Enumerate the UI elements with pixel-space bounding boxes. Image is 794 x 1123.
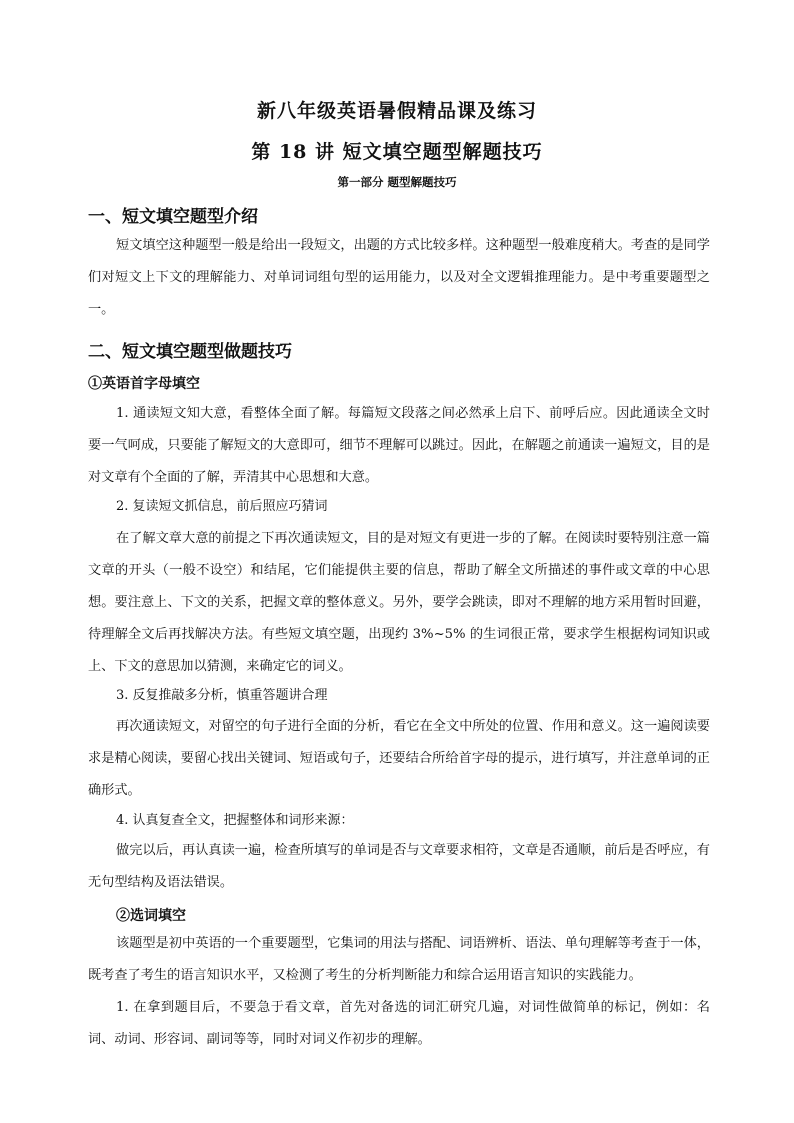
tip1-paragraph: 1. 通读短文知大意，看整体全面了解。每篇短文段落之间必然承上启下、前呼后应。因此通读全文时要一气呵成，只要能了解短文的大意即可，细节不理解可以跳过。因此，在解题之前通读一遍短文，目的是对文章有个全面的了解，弄清其中心思想和大意。 [88,406,710,485]
subsection1-heading: ①英语首字母填空 [88,376,200,392]
tip2-title: 2. 复读短文抓信息，前后照应巧猜词 [116,499,328,514]
subsection2-tip1: 1. 在拿到题目后，不要急于看文章，首先对备选的词汇研究几遍，对词性做简单的标记，例如：名词、动词、形容词、副词等等，同时对词义作初步的理解。 [88,1000,710,1047]
document-title: 新八年级英语暑假精品课及练习 [256,100,537,122]
tip3-title: 3. 反复推敲多分析，慎重答题讲合理 [116,688,328,703]
tip4-title: 4. 认真复查全文，把握整体和词形来源： [116,813,354,828]
subsection2-heading: ②选词填空 [116,908,186,924]
part-title: 第一部分 题型解题技巧 [337,175,457,189]
subsection2-intro: 该题型是初中英语的一个重要题型，它集词的用法与搭配、词语辨析、语法、单句理解等考查于一体，既考查了考生的语言知识水平，又检测了考生的分析判断能力和综合运用语言知识的实践能力。 [88,936,710,983]
tip4-paragraph: 做完以后，再认真读一遍，检查所填写的单词是否与文章要求相符，文章是否通顺，前后是否呼应，有无句型结构及语法错误。 [88,843,710,890]
tip3-paragraph: 再次通读短文，对留空的句子进行全面的分析，看它在全文中所处的位置、作用和意义。这一遍阅读要求是精心阅读，要留心找出关键词、短语或句子，还要结合所给首字母的提示，进行填写，并注意单词的正确形式。 [88,719,710,798]
tip2-paragraph: 在了解文章大意的前提之下再次通读短文，目的是对短文有更进一步的了解。在阅读时要特别注意一篇文章的开头（一般不设空）和结尾，它们能提供主要的信息，帮助了解全文所描述的事件或文章的中心思想。要注意上、下文的关系，把握文章的整体意义。另外，要学会跳读，即对不理解的地方采用暂时回避，待理解全文后再找解决方法。有些短文填空题，出现约 3%~5% 的生词很正常，要求学生根据构词知识或上、下文的意思加以猜测，来确定它的词义。 [88,531,710,674]
section1-paragraph: 短文填空这种题型一般是给出一段短文，出题的方式比较多样。这种题型一般难度稍大。考查的是同学们对短文上下文的理解能力、对单词词组句型的运用能力，以及对全文逻辑推理能力。是中考重要题型之一。 [88,238,710,317]
section1-heading: 一、短文填空题型介绍 [88,207,258,227]
section2-heading: 二、短文填空题型做题技巧 [88,342,292,362]
lecture-title: 第 18 讲 短文填空题型解题技巧 [251,141,543,163]
